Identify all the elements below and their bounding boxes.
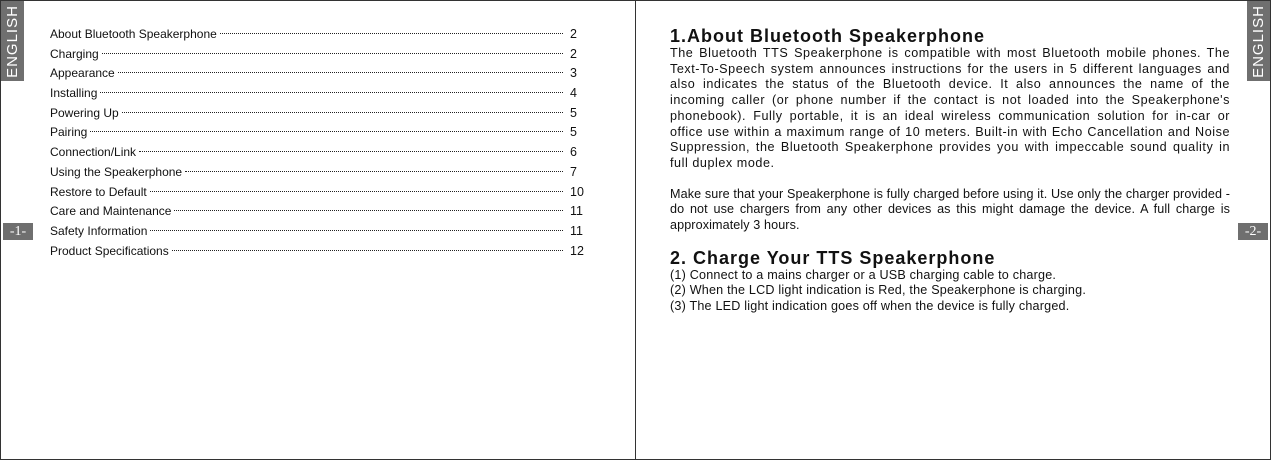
- toc-page: 11: [570, 204, 583, 219]
- toc-leader: [118, 72, 563, 73]
- list-item: (2) When the LCD light indication is Red, the Speakerphone is charging.: [670, 283, 1087, 298]
- toc-leader: [185, 171, 563, 172]
- toc-page: 10: [570, 184, 584, 199]
- toc-page: 5: [570, 125, 577, 140]
- toc-page: 2: [570, 46, 577, 61]
- toc-entry: [50, 123, 590, 143]
- about-paragraph: The Bluetooth TTS Speakerphone is compatible with most Bluetooth mobile phones. The Text-To-Speech system announces instructions for the users in 5 different languages and also indicates the status of the Bluetooth device. It also announces the name of the incoming caller (or phone number if the contact is not loaded into the Speakerphone's phonebook). Fully portable, it is an ideal wireless communication solution for in-car or office use within a maximum range of 10 meters. Built-in with Echo Cancellation and Noise Suppression, the Bluetooth Speakerphone provides you with impeccable sound quality in full duplex mode.: [670, 46, 1230, 170]
- toc-title: Safety Information: [50, 223, 148, 238]
- toc-leader: [174, 210, 563, 211]
- toc-title: Product Specifications: [50, 243, 169, 258]
- toc-entry: [50, 222, 590, 242]
- toc-leader: [150, 191, 563, 192]
- charge-steps-list: [670, 268, 1230, 315]
- toc-page: 3: [570, 66, 577, 81]
- toc-leader: [102, 53, 563, 54]
- toc-leader: [220, 33, 563, 34]
- language-tab-label: ENGLISH: [1250, 4, 1268, 78]
- right-page: [636, 1, 1270, 459]
- toc-entry: [50, 202, 590, 222]
- language-tab-left: [1, 1, 24, 81]
- charge-note-paragraph: Make sure that your Speakerphone is fully charged before using it. Use only the charger provided - do not use chargers from any other devices as this might damage the device. A full charge is approximately 3 hours.: [670, 186, 1230, 233]
- toc-title: Connection/Link: [50, 145, 137, 160]
- toc-leader: [122, 112, 563, 113]
- page-content: [670, 27, 1230, 315]
- toc-page: 7: [570, 164, 577, 179]
- toc-entry: [50, 104, 590, 124]
- toc-title: Care and Maintenance: [50, 204, 172, 219]
- toc-title: About Bluetooth Speakerphone: [50, 27, 217, 41]
- toc-page: 6: [570, 145, 577, 160]
- toc-title: Installing: [50, 86, 98, 101]
- toc-entry: [50, 84, 590, 104]
- toc-entry: [50, 45, 590, 65]
- toc-entry: [50, 163, 590, 183]
- section-heading-charge: 2. Charge Your TTS Speakerphone: [670, 247, 996, 268]
- toc-page: 2: [570, 27, 577, 41]
- toc-entry: [50, 143, 590, 163]
- toc-entry: [50, 183, 590, 203]
- toc-leader: [172, 250, 563, 251]
- toc-leader: [150, 230, 563, 231]
- toc-title: Powering Up: [50, 105, 119, 120]
- page-number-left: -1-: [3, 223, 33, 240]
- toc-page: 4: [570, 86, 577, 101]
- list-item: (3) The LED light indication goes off when the device is fully charged.: [670, 299, 1070, 314]
- toc-title: Charging: [50, 46, 99, 61]
- section-heading-about: 1.About Bluetooth Speakerphone: [670, 26, 986, 46]
- toc-entry: [50, 242, 590, 262]
- list-item: (1) Connect to a mains charger or a USB charging cable to charge.: [670, 267, 1057, 282]
- table-of-contents: [50, 25, 590, 261]
- page-number-right: -2-: [1238, 223, 1268, 240]
- toc-entry: [50, 25, 590, 45]
- toc-page: 11: [570, 223, 583, 238]
- toc-title: Pairing: [50, 125, 88, 140]
- left-page: [1, 1, 636, 459]
- toc-leader: [90, 131, 563, 132]
- toc-page: 5: [570, 105, 577, 120]
- toc-entry: [50, 64, 590, 84]
- toc-page: 12: [570, 243, 584, 258]
- toc-title: Restore to Default: [50, 184, 147, 199]
- toc-leader: [100, 92, 563, 93]
- language-tab-right: [1247, 1, 1270, 81]
- toc-title: Appearance: [50, 66, 115, 81]
- toc-leader: [139, 151, 563, 152]
- language-tab-label: ENGLISH: [4, 4, 22, 78]
- toc-title: Using the Speakerphone: [50, 164, 183, 179]
